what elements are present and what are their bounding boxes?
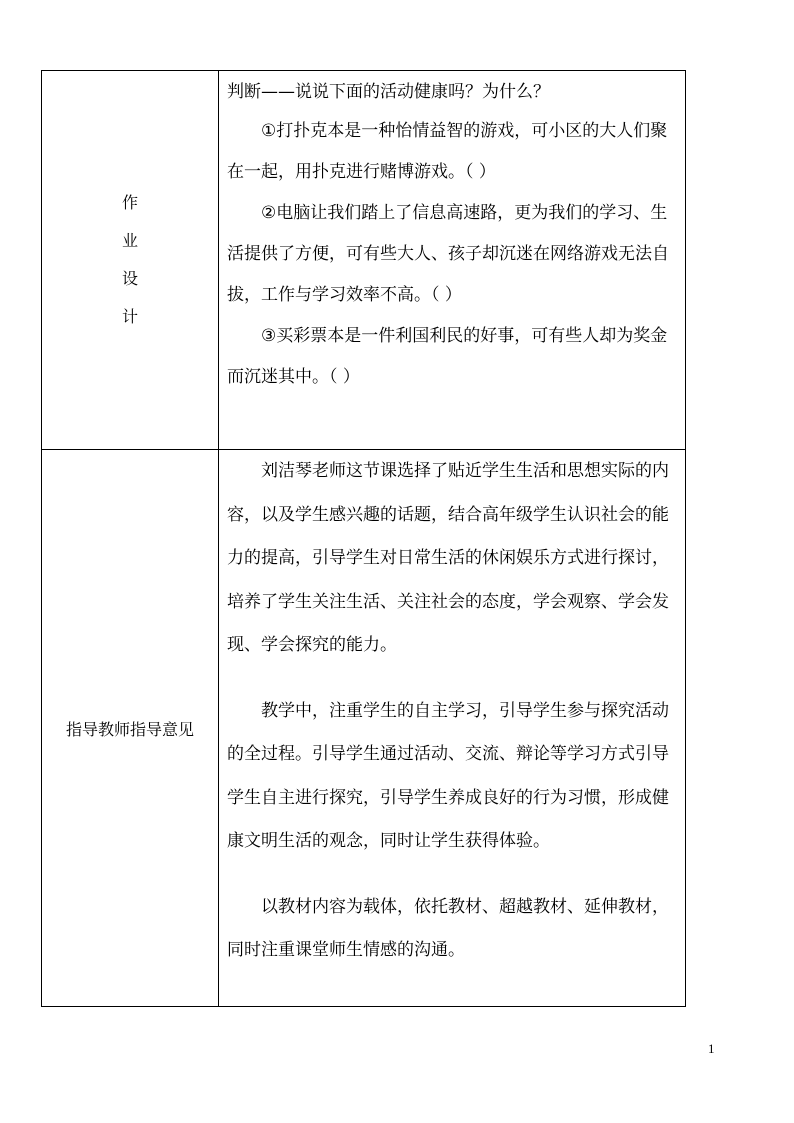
advice-row (42, 450, 686, 1007)
lesson-table (41, 70, 686, 1007)
homework-content-cell (219, 71, 686, 450)
homework-label-char: 设 (121, 269, 138, 288)
homework-label-cell (42, 71, 219, 450)
page-number: 1 (708, 1041, 715, 1056)
homework-label-char: 计 (121, 307, 138, 326)
advice-label-cell (42, 450, 219, 1007)
advice-paragraph: 刘洁琴老师这节课选择了贴近学生生活和思想实际的内容，以及学生感兴趣的话题，结合高年级学生认识社会的能力的提高，引导学生对日常生活的休闲娱乐方式进行探讨，培养了学生关注生活、关注社会的态度，学会观察、学会发现、学会探究的能力。 (227, 461, 669, 655)
advice-content-cell (219, 450, 686, 1007)
homework-label (122, 184, 138, 336)
homework-row (42, 71, 686, 450)
advice-paragraph: 教学中，注重学生的自主学习，引导学生参与探究活动的全过程。引导学生通过活动、交流、辩论等学习方式引导学生自主进行探究，引导学生养成良好的行为习惯，形成健康文明生活的观念，同时让学生获得体验。 (227, 700, 669, 851)
advice-label: 指导教师指导意见 (65, 719, 194, 739)
homework-item: ②电脑让我们踏上了信息高速路，更为我们的学习、生活提供了方便，可有些大人、孩子却沉迷在网络游戏无法自拔，工作与学习效率不高。（ ） (227, 203, 669, 305)
homework-item: ①打扑克本是一种怡情益智的游戏，可小区的大人们聚在一起，用扑克进行赌博游戏。（ ） (227, 121, 668, 182)
homework-label-char: 业 (121, 231, 138, 250)
advice-paragraph: 以教材内容为载体，依托教材、超越教材、延伸教材，同时注重课堂师生情感的沟通。 (227, 896, 669, 960)
homework-intro: 判断——说说下面的活动健康吗？为什么？ (227, 82, 550, 102)
homework-label-char: 作 (121, 193, 138, 212)
homework-item: ③买彩票本是一件利国利民的好事，可有些人却为奖金而沉迷其中。（ ） (227, 326, 668, 387)
